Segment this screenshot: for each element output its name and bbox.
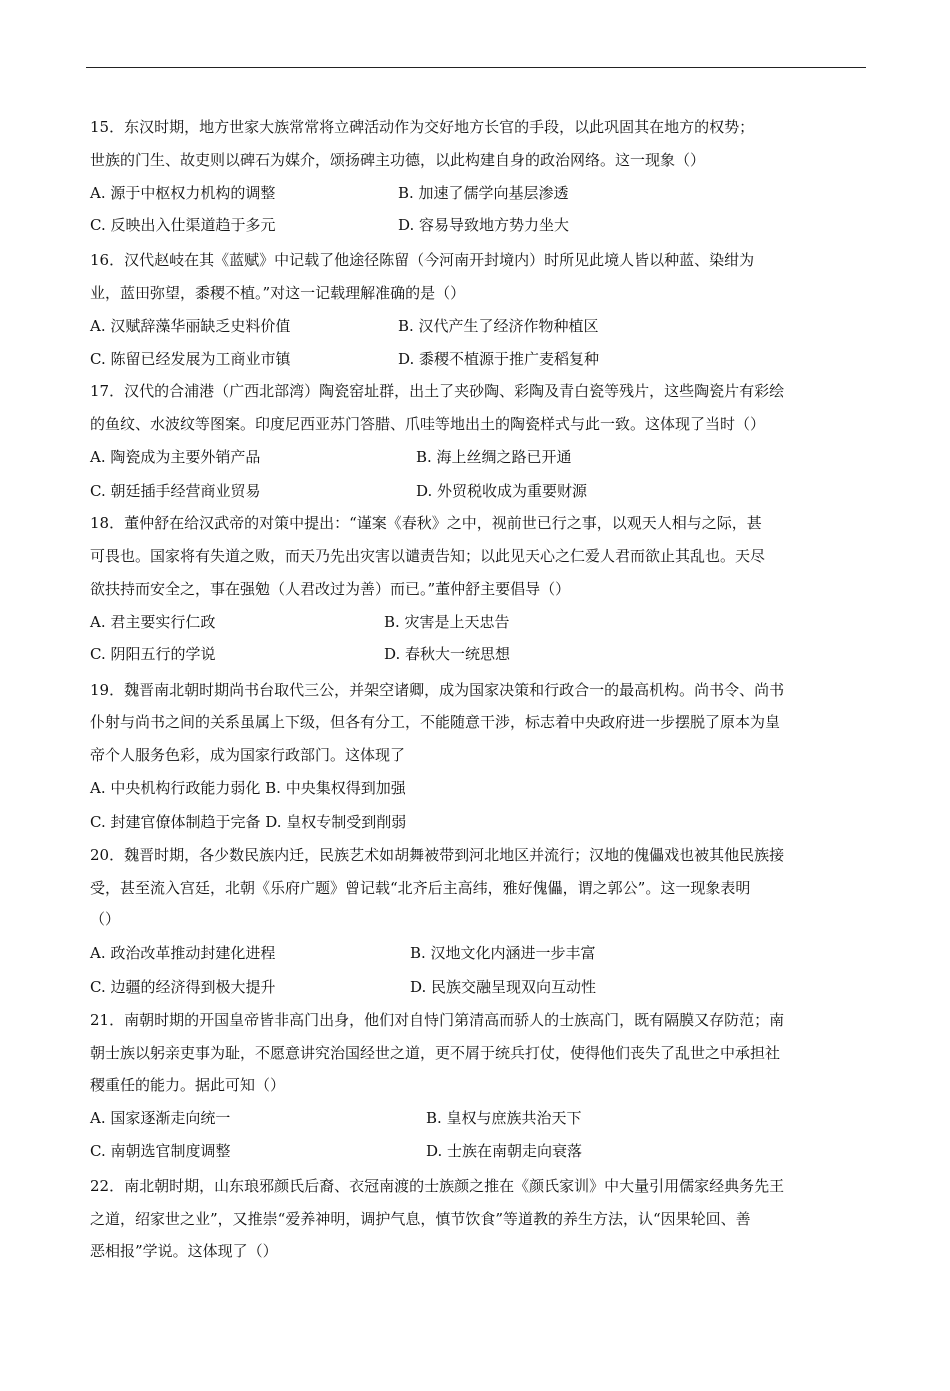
- question-20-line-2: 受，甚至流入宫廷，北朝《乐府广题》曾记载“北齐后主高纬，雅好傀儡，谓之郭公”。这一现象表明: [90, 879, 751, 897]
- question-16-option-c: C. 陈留已经发展为工商业市镇: [90, 350, 291, 368]
- question-15-option-b: B. 加速了儒学向基层渗透: [398, 184, 569, 202]
- question-22-line-1: 22．南北朝时期，山东琅邪颜氏后裔、衣冠南渡的士族颜之推在《颜氏家训》中大量引用儒家经典务先王: [90, 1177, 785, 1195]
- question-19-line-3: 帝个人服务色彩，成为国家行政部门。这体现了: [90, 746, 406, 764]
- question-17-option-a: A. 陶瓷成为主要外销产品: [90, 448, 261, 466]
- question-17-line-2: 的鱼纹、水波纹等图案。印度尼西亚苏门答腊、爪哇等地出土的陶瓷样式与此一致。这体现了当时（）: [90, 415, 766, 433]
- question-16-line-1: 16．汉代赵岐在其《蓝赋》中记载了他途径陈留（今河南开封境内）时所见此境人皆以种蓝、染绀为: [90, 251, 755, 269]
- question-17-option-d: D. 外贸税收成为重要财源: [416, 482, 588, 500]
- question-16-option-d: D. 黍稷不植源于推广麦稻复种: [398, 350, 600, 368]
- question-15-line-1: 15．东汉时期，地方世家大族常常将立碑活动作为交好地方长官的手段，以此巩固其在地方的权势；: [90, 118, 755, 136]
- question-20-option-d: D. 民族交融呈现双向互动性: [410, 978, 597, 996]
- question-17-line-1: 17．汉代的合浦港（广西北部湾）陶瓷窑址群，出土了夹砂陶、彩陶及青白瓷等残片，这些陶瓷片有彩绘: [90, 382, 785, 400]
- question-18-line-2: 可畏也。国家将有失道之败，而天乃先出灾害以谴责告知；以此见天心之仁爱人君而欲止其乱也。天尽: [90, 547, 766, 565]
- question-18-option-d: D. 春秋大一统思想: [384, 645, 511, 663]
- question-15-option-d: D. 容易导致地方势力坐大: [398, 216, 570, 234]
- question-20-line-3: （）: [90, 910, 121, 928]
- question-21-line-1: 21．南朝时期的开国皇帝皆非高门出身，他们对自恃门第清高而骄人的士族高门，既有隔膜又存防范；南: [90, 1011, 785, 1029]
- question-20-line-1: 20．魏晋时期，各少数民族内迁，民族艺术如胡舞被带到河北地区并流行；汉地的傀儡戏也被其他民族接: [90, 846, 785, 864]
- question-16-option-b: B. 汉代产生了经济作物种植区: [398, 317, 599, 335]
- question-22-line-3: 恶相报”学说。这体现了（）: [90, 1242, 278, 1260]
- question-18-line-1: 18．董仲舒在给汉武帝的对策中提出：“谨案《春秋》之中，视前世已行之事，以观天人相与之际，甚: [90, 514, 762, 532]
- question-19-line-1: 19．魏晋南北朝时期尚书台取代三公，并架空诸卿，成为国家决策和行政合一的最高机构。尚书令、尚书: [90, 681, 785, 699]
- question-18-option-b: B. 灾害是上天忠告: [384, 613, 510, 631]
- question-18-option-a: A. 君主要实行仁政: [90, 613, 216, 631]
- question-21-option-b: B. 皇权与庶族共治天下: [426, 1109, 582, 1127]
- question-15-line-2: 世族的门生、故吏则以碑石为媒介，颂扬碑主功德，以此构建自身的政治网络。这一现象（）: [90, 151, 706, 169]
- question-20-option-b: B. 汉地文化内涵进一步丰富: [410, 944, 596, 962]
- question-19-line-2: 仆射与尚书之间的关系虽属上下级，但各有分工，不能随意干涉，标志着中央政府进一步摆脱了原本为皇: [90, 713, 781, 731]
- question-21-option-d: D. 士族在南朝走向衰落: [426, 1142, 583, 1160]
- question-16-option-a: A. 汉赋辞藻华丽缺乏史料价值: [90, 317, 291, 335]
- question-20-option-c: C. 边疆的经济得到极大提升: [90, 978, 276, 996]
- header-rule: [86, 67, 866, 68]
- question-19-options-ab: A. 中央机构行政能力弱化 B. 中央集权得到加强: [90, 779, 406, 797]
- question-15-option-c: C. 反映出入仕渠道趋于多元: [90, 216, 276, 234]
- question-18-line-3: 欲扶持而安全之，事在强勉（人君改过为善）而已。”董仲舒主要倡导（）: [90, 580, 571, 598]
- question-21-option-c: C. 南朝选官制度调整: [90, 1142, 231, 1160]
- question-20-option-a: A. 政治改革推动封建化进程: [90, 944, 276, 962]
- question-17-option-b: B. 海上丝绸之路已开通: [416, 448, 572, 466]
- question-19-options-cd: C. 封建官僚体制趋于完备 D. 皇权专制受到削弱: [90, 813, 407, 831]
- question-15-option-a: A. 源于中枢权力机构的调整: [90, 184, 276, 202]
- question-21-option-a: A. 国家逐渐走向统一: [90, 1109, 231, 1127]
- question-16-line-2: 业，蓝田弥望，黍稷不植。”对这一记载理解准确的是（）: [90, 284, 466, 302]
- question-22-line-2: 之道，绍家世之业”，又推崇“爱养神明，调护气息，慎节饮食”等道教的养生方法，认“因果轮回、善: [90, 1210, 751, 1228]
- question-18-option-c: C. 阴阳五行的学说: [90, 645, 216, 663]
- question-17-option-c: C. 朝廷插手经营商业贸易: [90, 482, 261, 500]
- question-21-line-3: 稷重任的能力。据此可知（）: [90, 1076, 286, 1094]
- question-21-line-2: 朝士族以躬亲吏事为耻，不愿意讲究治国经世之道，更不屑于统兵打仗，使得他们丧失了乱世之中承担社: [90, 1044, 781, 1062]
